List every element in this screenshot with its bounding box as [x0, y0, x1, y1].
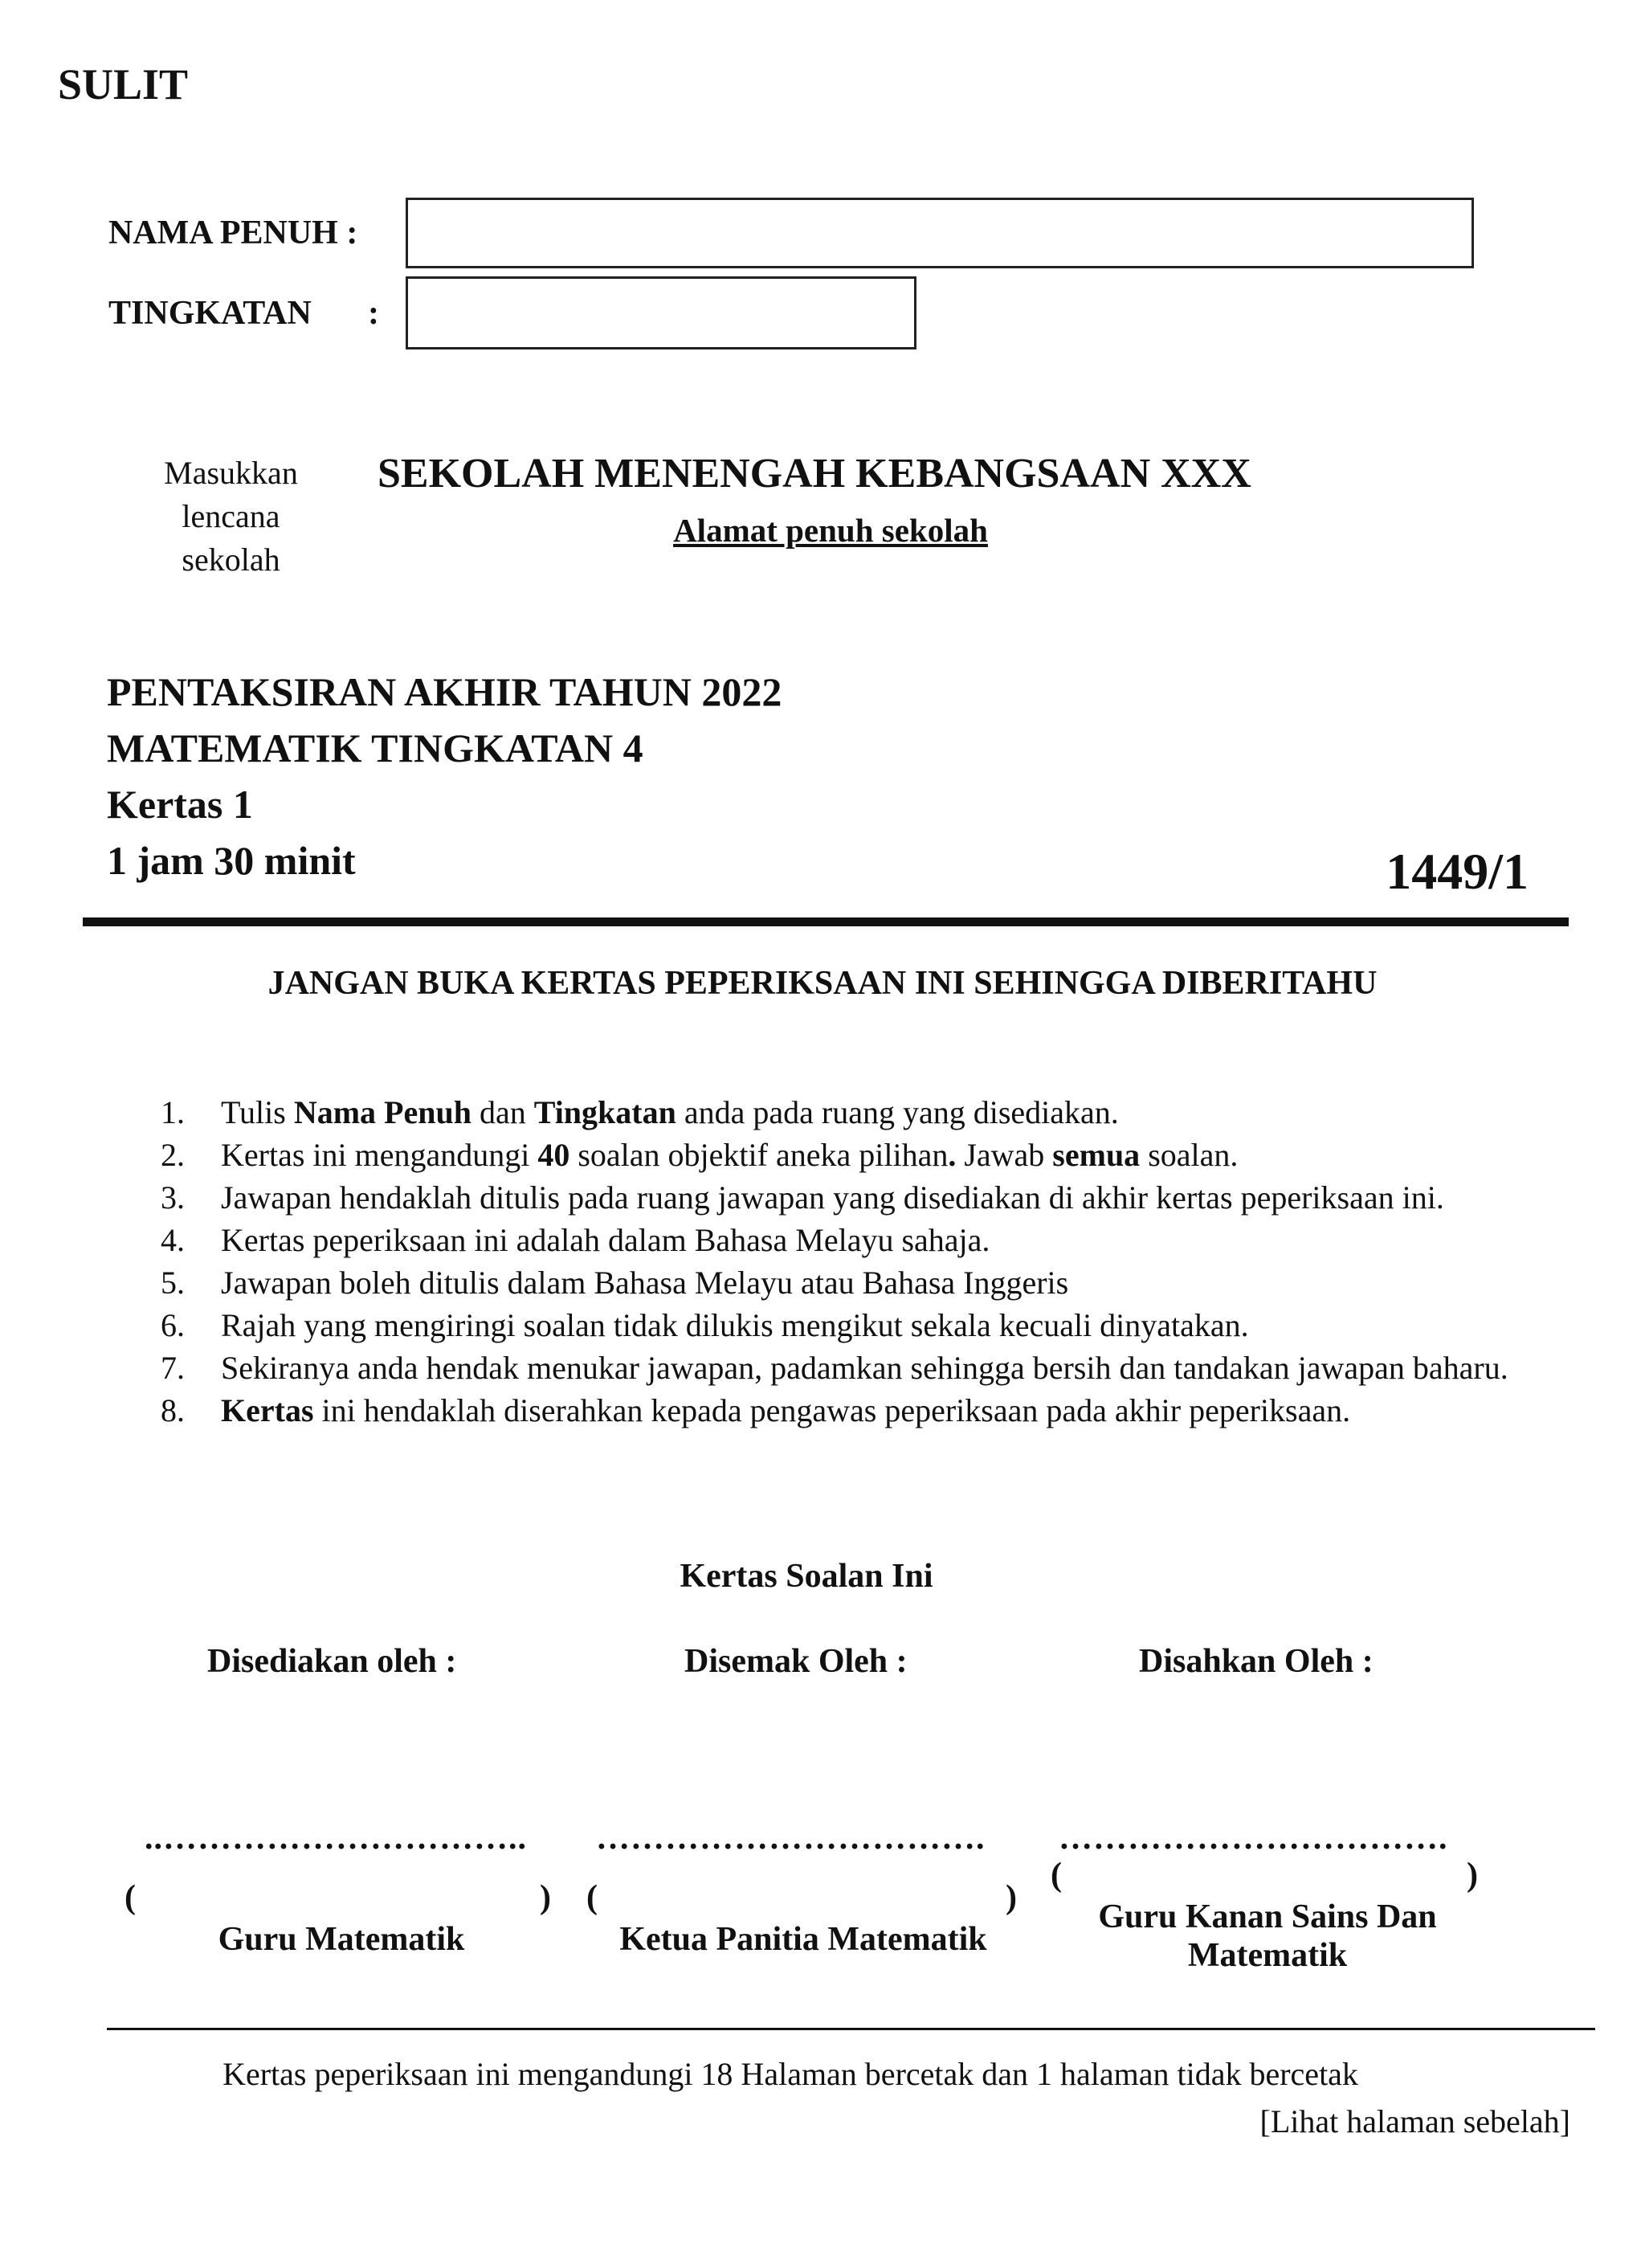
next-page-note: [Lihat halaman sebelah]	[1259, 2103, 1570, 2139]
badge-text-line: Masukkan	[164, 455, 298, 491]
role-line: Guru Kanan Sains Dan	[1098, 1898, 1437, 1935]
approved-by-label: Disahkan Oleh :	[1139, 1643, 1374, 1680]
instruction-item	[161, 1389, 1542, 1432]
page-count-note: Kertas peperiksaan ini mengandungi 18 Halaman bercetak dan 1 halaman tidak bercetak	[222, 2056, 1358, 2092]
instruction-number: 8.	[161, 1392, 185, 1428]
header-divider	[83, 917, 1569, 926]
instruction-bold-run: Nama Penuh	[293, 1094, 471, 1130]
instruction-run: dan	[471, 1094, 534, 1130]
instruction-number: 1.	[161, 1094, 185, 1130]
instruction-text	[221, 1261, 1542, 1304]
instruction-run: Rajah yang mengiringi soalan tidak dilukis mengikut sekala kecuali dinyatakan.	[221, 1307, 1249, 1343]
instruction-run: Jawab	[956, 1137, 1053, 1173]
badge-text-line: lencana	[182, 498, 280, 534]
instruction-item	[161, 1176, 1542, 1219]
instruction-bold-run: 40	[537, 1137, 570, 1173]
instruction-run: soalan objektif aneka pilihan	[569, 1137, 949, 1173]
checked-by-label: Disemak Oleh :	[684, 1643, 908, 1680]
role-math-teacher: Guru Matematik	[218, 1921, 465, 1958]
instruction-bold-run: semua	[1052, 1137, 1141, 1173]
role-math-panel-head: Ketua Panitia Matematik	[619, 1921, 987, 1958]
instruction-item	[161, 1091, 1542, 1134]
paper-code: 1449/1	[1386, 843, 1529, 900]
instruction-run: Sekiranya anda hendak menukar jawapan, padamkan sehingga bersih dan tandakan jawapan baharu.	[221, 1350, 1508, 1386]
instruction-text	[221, 1091, 1542, 1134]
school-badge-placeholder	[145, 452, 317, 582]
instruction-run: soalan.	[1140, 1137, 1239, 1173]
instruction-run: Kertas ini mengandungi	[221, 1137, 538, 1173]
instruction-bold-run: .	[948, 1137, 957, 1173]
role-senior-teacher	[1059, 1898, 1476, 1975]
exam-subject: MATEMATIK TINGKATAN 4	[107, 725, 643, 770]
open-paren: (	[586, 1879, 598, 1916]
instruction-run: Kertas peperiksaan ini adalah dalam Bahasa Melayu sahaja.	[221, 1222, 990, 1258]
close-paren: )	[1006, 1879, 1017, 1916]
class-label-colon: :	[368, 295, 379, 332]
instruction-number: 6.	[161, 1307, 185, 1343]
signature-line-prepared: ..…………………………..	[145, 1820, 527, 1857]
instruction-bold-run: Tingkatan	[533, 1094, 676, 1130]
instruction-text	[221, 1219, 1542, 1261]
signature-line-approved: …………………………….	[1059, 1820, 1448, 1857]
full-name-field[interactable]	[406, 198, 1474, 268]
exam-duration: 1 jam 30 minit	[107, 838, 356, 883]
badge-text-line: sekolah	[182, 541, 280, 578]
instruction-run: anda pada ruang yang disediakan.	[676, 1094, 1119, 1130]
instruction-number: 5.	[161, 1265, 185, 1301]
instruction-item	[161, 1134, 1542, 1176]
exam-paper: Kertas 1	[107, 782, 253, 827]
school-address: Alamat penuh sekolah	[673, 512, 988, 549]
do-not-open-warning: JANGAN BUKA KERTAS PEPERIKSAAN INI SEHINGGA DIBERITAHU	[267, 965, 1378, 1002]
instruction-bold-run: Kertas	[221, 1392, 314, 1428]
instruction-text	[221, 1389, 1542, 1432]
instruction-number: 3.	[161, 1179, 185, 1216]
full-name-label: NAMA PENUH :	[108, 215, 358, 251]
instruction-text	[221, 1304, 1542, 1346]
close-paren: )	[1467, 1857, 1478, 1894]
instruction-run: Jawapan boleh ditulis dalam Bahasa Melayu atau Bahasa Inggeris	[221, 1265, 1069, 1301]
instruction-run: Tulis	[221, 1094, 294, 1130]
class-label: TINGKATAN	[108, 295, 312, 332]
school-name: SEKOLAH MENENGAH KEBANGSAAN XXX	[378, 451, 1251, 497]
instruction-run: ini hendaklah diserahkan kepada pengawas peperiksaan pada akhir peperiksaan.	[313, 1392, 1351, 1428]
instruction-item	[161, 1219, 1542, 1261]
instruction-item	[161, 1346, 1542, 1389]
instruction-number: 2.	[161, 1137, 185, 1173]
instruction-number: 4.	[161, 1222, 185, 1258]
signature-line-checked: …………………………….	[596, 1820, 986, 1857]
open-paren: (	[124, 1879, 136, 1916]
instruction-text	[221, 1346, 1542, 1389]
role-line: Matematik	[1187, 1937, 1348, 1974]
class-field[interactable]	[406, 276, 916, 349]
instruction-text	[221, 1176, 1542, 1219]
instruction-text	[221, 1134, 1542, 1176]
instructions-list	[161, 1091, 1542, 1432]
signature-section-title: Kertas Soalan Ini	[680, 1558, 933, 1595]
classification-label: SULIT	[58, 60, 189, 108]
instruction-run: Jawapan hendaklah ditulis pada ruang jawapan yang disediakan di akhir kertas peperiksaan ini.	[221, 1179, 1444, 1216]
open-paren: (	[1051, 1857, 1062, 1894]
close-paren: )	[540, 1879, 551, 1916]
instruction-number: 7.	[161, 1350, 185, 1386]
instruction-item	[161, 1304, 1542, 1346]
footer-divider	[107, 2028, 1595, 2030]
instruction-item	[161, 1261, 1542, 1304]
prepared-by-label: Disediakan oleh :	[207, 1643, 457, 1680]
exam-title: PENTAKSIRAN AKHIR TAHUN 2022	[107, 669, 782, 714]
